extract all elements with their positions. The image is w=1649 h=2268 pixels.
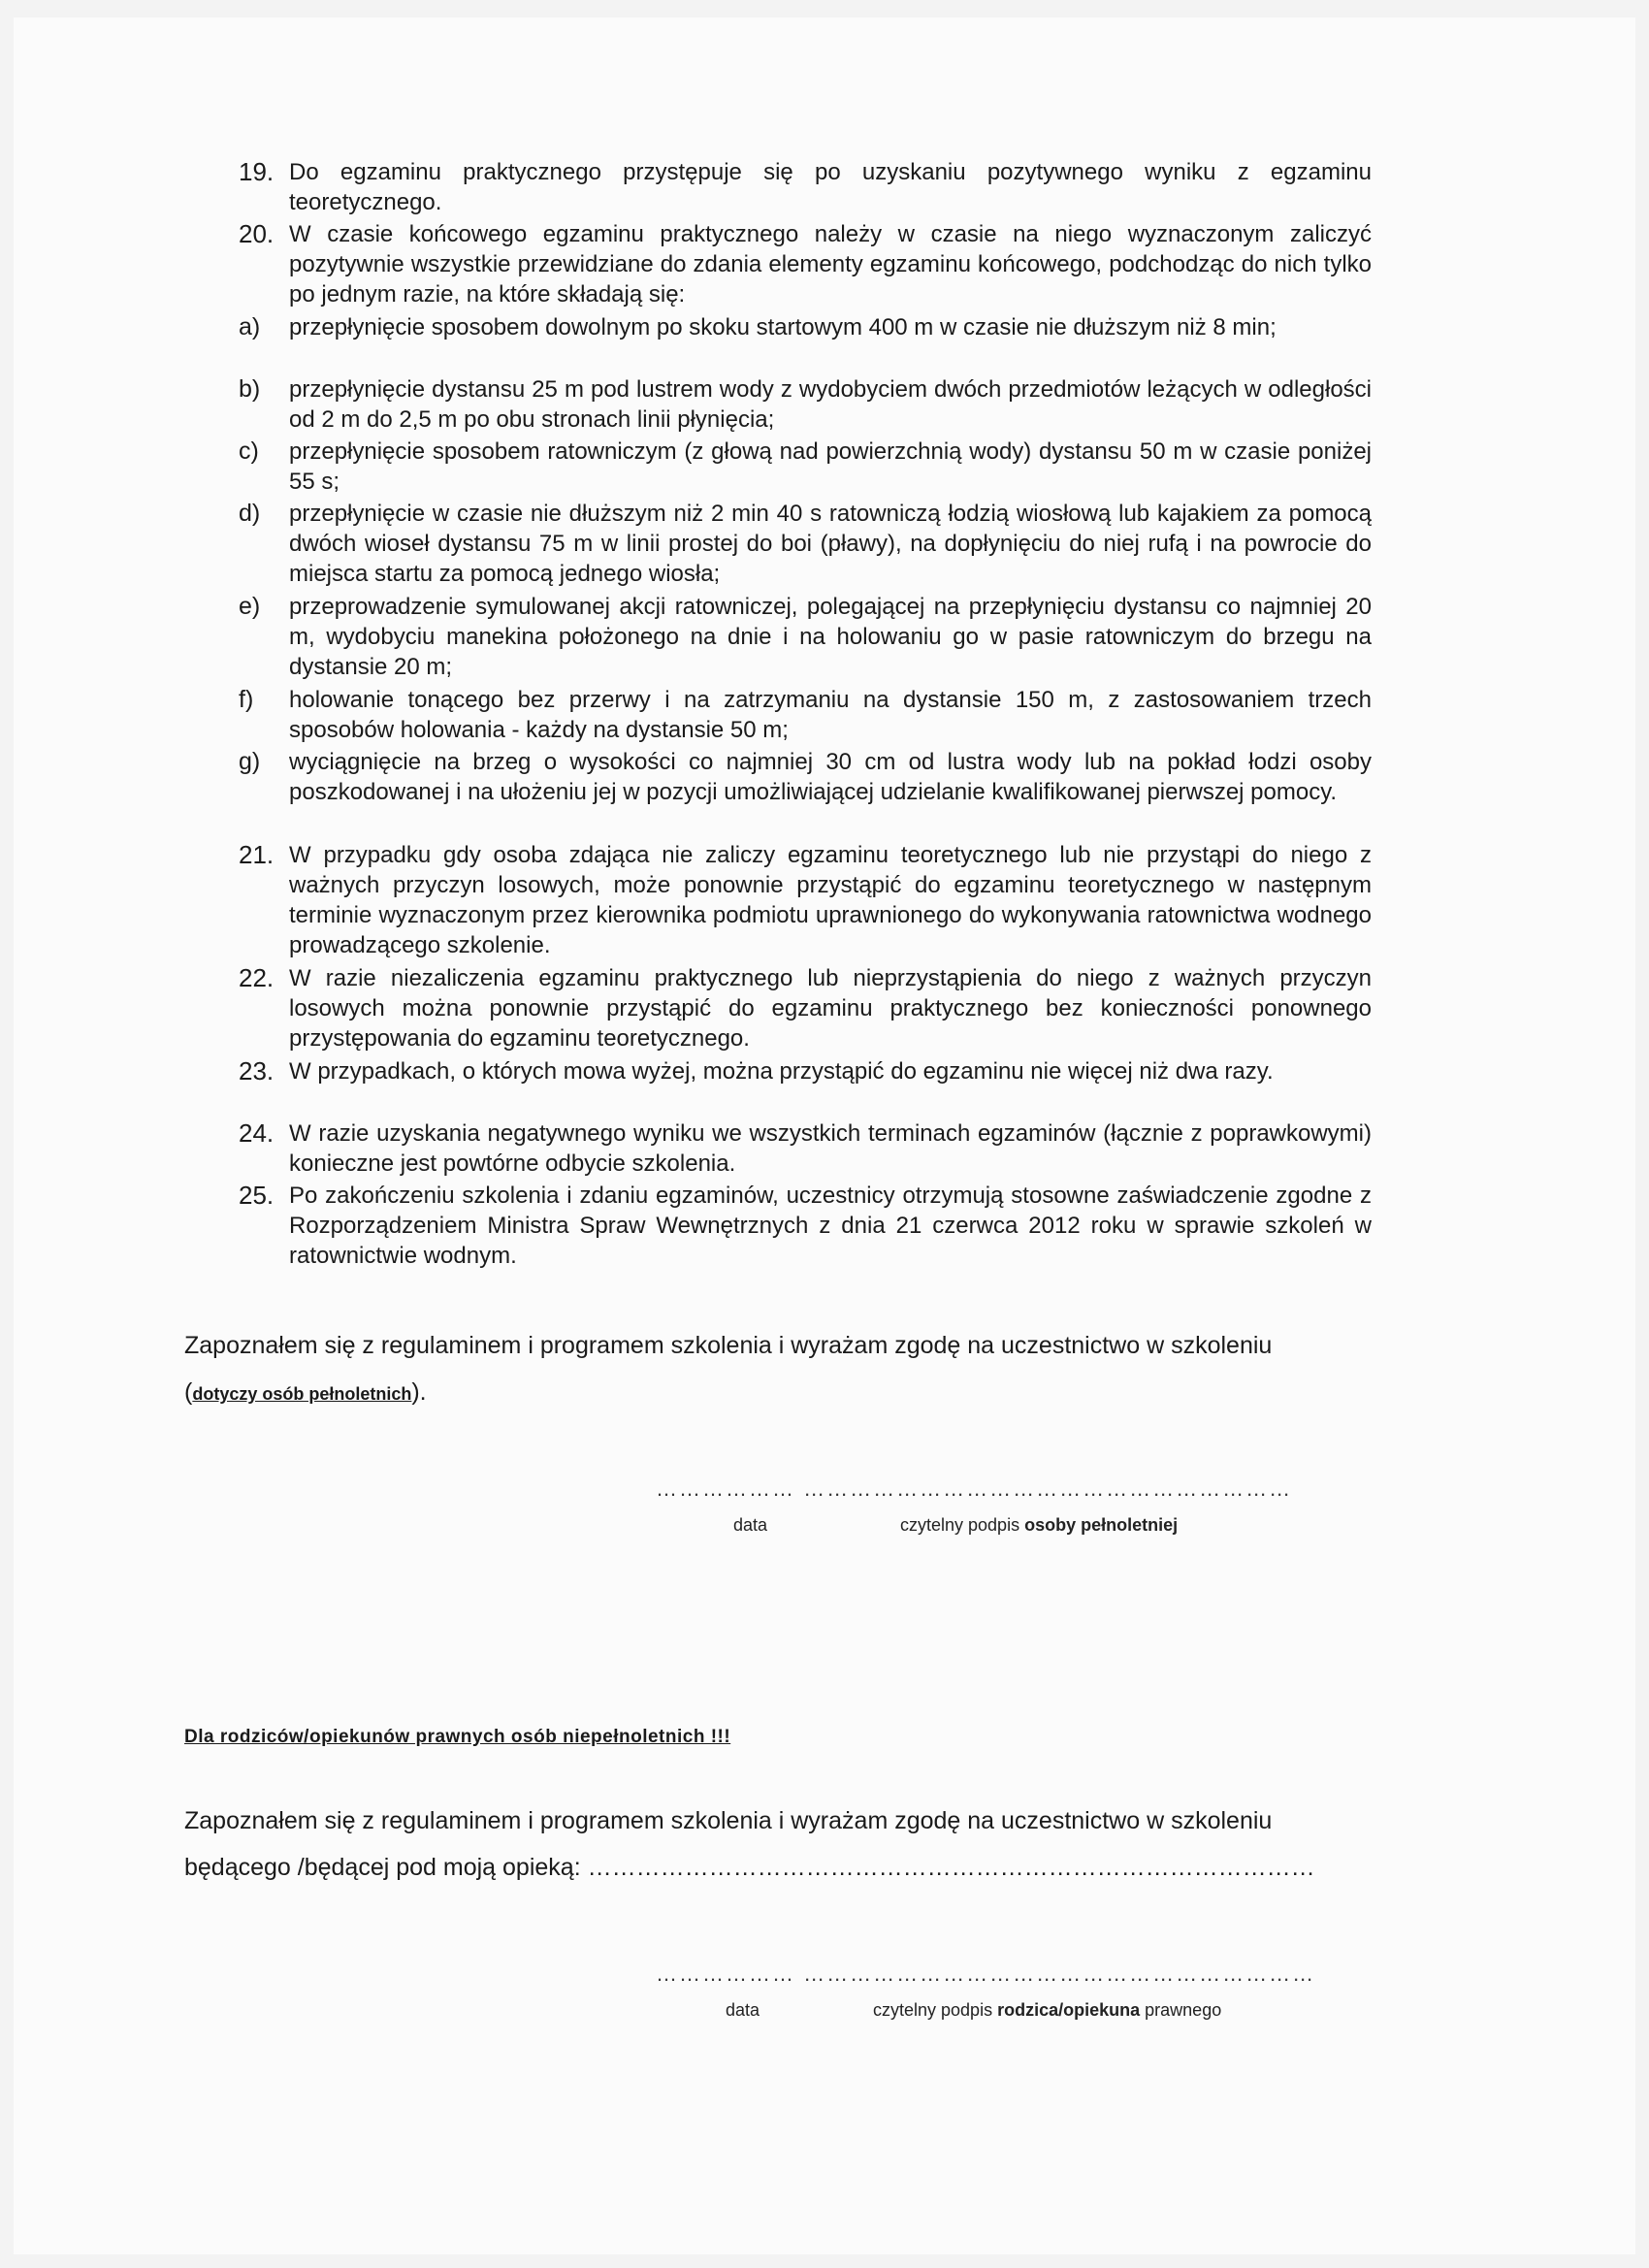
item-marker: a): [239, 313, 261, 340]
item-text: W przypadkach, o których mowa wyżej, można przystąpić do egzaminu nie więcej niż dwa razy.: [289, 1058, 1274, 1085]
item-marker: d): [239, 500, 261, 527]
item-marker: e): [239, 593, 261, 620]
item-marker: 23.: [239, 1056, 275, 1085]
item-marker: 20.: [239, 219, 275, 248]
minor-date-label: data: [726, 2000, 760, 2020]
item-marker: 19.: [239, 157, 275, 186]
item-marker: b): [239, 375, 261, 403]
list-item-a: [239, 312, 1372, 342]
minor-section-title: Dla rodziców/opiekunów prawnych osób niepełnoletnich !!!: [184, 1727, 731, 1747]
adult-note-text: dotyczy osób pełnoletnich: [192, 1384, 412, 1404]
list-item-19: [239, 157, 1372, 217]
list-item-d: [239, 499, 1372, 589]
item-text: wyciągnięcie na brzeg o wysokości co najmniej 30 cm od lustra wody lub na pokład łodzi osoby poszkodowanej i na ułożeniu jej w pozycji umożliwiającej udzielanie kwalifikowanej pierwszej pomocy.: [289, 749, 1372, 805]
item-text: Po zakończeniu szkolenia i zdaniu egzaminów, uczestnicy otrzymują stosowne zaświadczenie zgodne z Rozporządzeniem Ministra Spraw Wewnętrznych z dnia 21 czerwca 2012 roku w sprawie szkoleń w ratownictwie wodnym.: [289, 1183, 1372, 1269]
item-text: przeprowadzenie symulowanej akcji ratowniczej, polegającej na przepłynięciu dystansu co najmniej 20 m, wydobyciu manekina położonego na dnie i na holowaniu go w pasie ratowniczym do brzegu na dystansie 20 m;: [289, 594, 1372, 680]
list-item-c: [239, 437, 1372, 497]
minor-sign-bold: rodzica/opiekuna: [997, 2000, 1141, 2020]
list-item-f: [239, 685, 1372, 745]
item-text: Do egzaminu praktycznego przystępuje się po uzyskaniu pozytywnego wyniku z egzaminu teoretycznego.: [289, 159, 1372, 215]
list-item-g: [239, 747, 1372, 807]
adult-note: [184, 1377, 1377, 1409]
item-text: przepłynięcie sposobem ratowniczym (z głową nad powierzchnią wody) dystansu 50 m w czasie poniżej 55 s;: [289, 438, 1372, 495]
item-marker: c): [239, 437, 259, 465]
item-marker: 24.: [239, 1118, 275, 1148]
item-text: przepłynięcie w czasie nie dłuższym niż 2 min 40 s ratowniczą łodzią wiosłową lub kajakiem za pomocą dwóch wioseł dystansu 75 m w linii prostej do boi (pławy), na dopłynięciu do niej rufą i na powrocie do miejsca startu za pomocą jednego wiosła;: [289, 501, 1372, 587]
item-text: W przypadku gdy osoba zdająca nie zaliczy egzaminu teoretycznego lub nie przystąpi do niego z ważnych przyczyn losowych, może ponownie przystąpić do egzaminu teoretycznego w następnym terminie wyznaczonym przez kierownika podmiotu uprawnionego do wykonywania ratownictwa wodnego prowadzącego szkolenie.: [289, 842, 1372, 958]
item-marker: 25.: [239, 1181, 275, 1210]
item-text: W razie uzyskania negatywnego wyniku we wszystkich terminach egzaminów (łącznie z poprawkowymi) konieczne jest powtórne odbycie szkolenia.: [289, 1120, 1372, 1177]
list-item-b: [239, 374, 1372, 435]
item-marker: 21.: [239, 840, 275, 869]
minor-signature-line: ……………… …………………………………………………………: [656, 1961, 1316, 1986]
adult-note-open: (: [184, 1378, 193, 1406]
item-text: przepłynięcie dystansu 25 m pod lustrem wody z wydobyciem dwóch przedmiotów leżących w odległości od 2 m do 2,5 m po obu stronach linii płynięcia;: [289, 376, 1372, 433]
list-item-24: [239, 1118, 1372, 1179]
list-item-20: [239, 219, 1372, 309]
adult-signature-line: ……………… ………………………………………………………: [656, 1476, 1293, 1501]
adult-sign-bold: osoby pełnoletniej: [1024, 1515, 1179, 1535]
adult-signature-label: [900, 1515, 1178, 1536]
item-marker: 22.: [239, 963, 275, 992]
minor-signature-label: [873, 2000, 1221, 2021]
item-text: holowanie tonącego bez przerwy i na zatrzymaniu na dystansie 150 m, z zastosowaniem trzech sposobów holowania - każdy na dystansie 50 m;: [289, 687, 1372, 743]
list-item-25: [239, 1181, 1372, 1271]
adult-note-close: ).: [411, 1378, 427, 1406]
list-item-e: [239, 592, 1372, 682]
minor-sign-prefix: czytelny podpis: [873, 2000, 993, 2020]
adult-date-label: data: [733, 1515, 768, 1535]
item-marker: g): [239, 748, 261, 775]
minor-sign-suffix: prawnego: [1145, 2000, 1222, 2020]
adult-consent-text: Zapoznałem się z regulaminem i programem szkolenia i wyrażam zgodę na uczestnictwo w szkoleniu: [184, 1332, 1273, 1359]
list-item-23: [239, 1056, 1372, 1086]
list-item-21: [239, 840, 1372, 960]
minor-consent-line1: Zapoznałem się z regulaminem i programem szkolenia i wyrażam zgodę na uczestnictwo w szkoleniu: [184, 1807, 1273, 1834]
item-marker: f): [239, 686, 254, 713]
minor-consent-line2: będącego /będącej pod moją opieką: ………………………………………………………………………………: [184, 1854, 1315, 1881]
item-text: W czasie końcowego egzaminu praktycznego należy w czasie na niego wyznaczonym zaliczyć pozytywnie wszystkie przewidziane do zdania elementy egzaminu końcowego, podchodząc do nich tylko po jednym razie, na które składają się:: [289, 221, 1372, 308]
item-text: W razie niezaliczenia egzaminu praktycznego lub nieprzystąpienia do niego z ważnych przyczyn losowych można ponownie przystąpić do egzaminu praktycznego bez konieczności ponownego przystępowania do egzaminu teoretycznego.: [289, 965, 1372, 1052]
adult-sign-prefix: czytelny podpis: [900, 1515, 1020, 1535]
item-text: przepłynięcie sposobem dowolnym po skoku startowym 400 m w czasie nie dłuższym niż 8 min;: [289, 314, 1277, 340]
list-item-22: [239, 963, 1372, 1053]
